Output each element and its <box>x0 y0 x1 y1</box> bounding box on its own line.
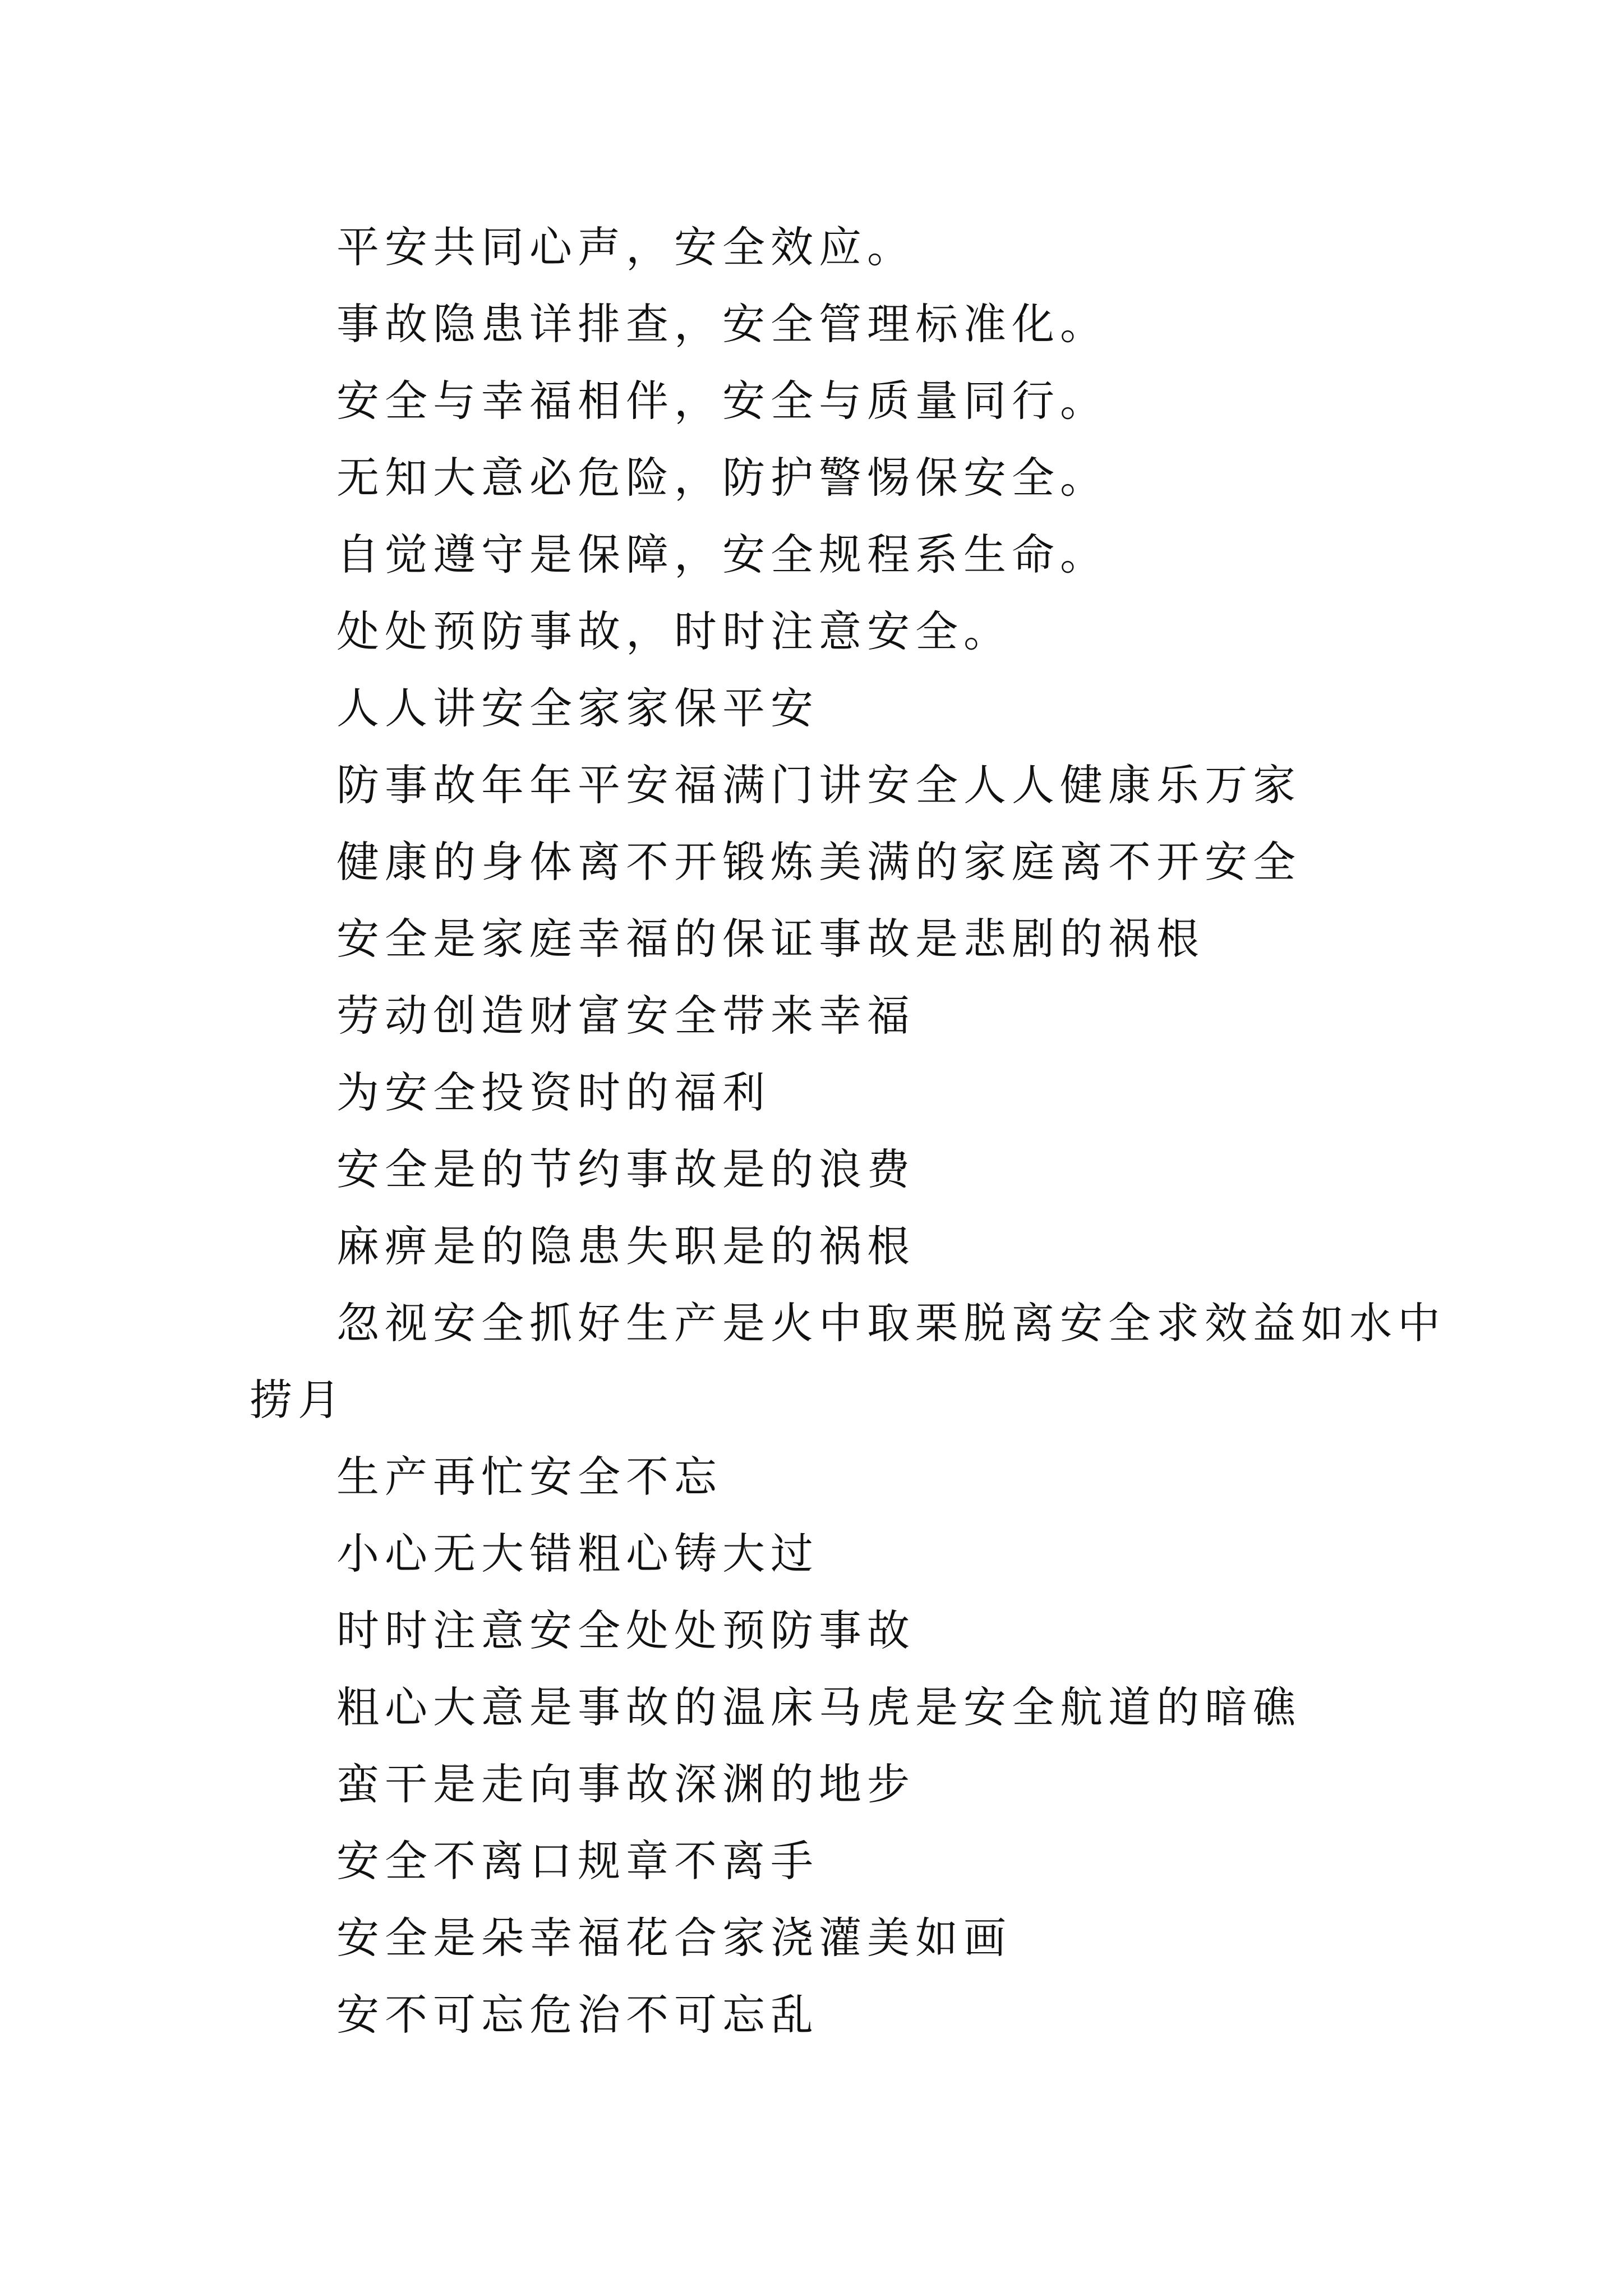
slogan-line: 蛮干是走向事故深渊的地步 <box>336 1759 915 1809</box>
slogan-line: 粗心大意是事故的温床马虎是安全航道的暗礁 <box>336 1682 1301 1732</box>
slogan-line: 健康的身体离不开锻炼美满的家庭离不开安全 <box>336 837 1301 887</box>
slogan-line: 无知大意必危险，防护警惕保安全。 <box>336 453 1108 503</box>
slogan-list <box>250 209 1446 2053</box>
slogan-line: 为安全投资时的福利 <box>336 1068 771 1117</box>
slogan-line: 安全是的节约事故是的浪费 <box>336 1144 915 1194</box>
slogan-line: 安不可忘危治不可忘乱 <box>336 1990 819 2040</box>
slogan-line: 自觉遵守是保障，安全规程系生命。 <box>336 530 1108 579</box>
slogan-line: 人人讲安全家家保平安 <box>336 683 819 733</box>
slogan-line: 安全与幸福相伴，安全与质量同行。 <box>336 376 1108 426</box>
slogan-line: 处处预防事故，时时注意安全。 <box>336 606 1012 656</box>
slogan-line: 安全是家庭幸福的保证事故是悲剧的祸根 <box>336 914 1205 964</box>
slogan-line: 时时注意安全处处预防事故 <box>336 1605 915 1655</box>
slogan-line: 小心无大错粗心铸大过 <box>336 1529 819 1579</box>
slogan-line: 事故隐患详排查，安全管理标准化。 <box>336 299 1108 349</box>
slogan-line: 忽视安全抓好生产是火中取栗脱离安全求效益如水中 <box>336 1298 1446 1348</box>
slogan-line: 安全不离口规章不离手 <box>336 1836 819 1886</box>
slogan-line: 劳动创造财富安全带来幸福 <box>336 991 915 1041</box>
slogan-line: 麻痹是的隐患失职是的祸根 <box>336 1221 915 1271</box>
slogan-line: 生产再忙安全不忘 <box>336 1452 722 1502</box>
slogan-line: 安全是朵幸福花合家浇灌美如画 <box>336 1913 1012 1963</box>
slogan-line: 防事故年年平安福满门讲安全人人健康乐万家 <box>336 760 1301 810</box>
slogan-line: 平安共同心声，安全效应。 <box>336 222 915 272</box>
slogan-line-continuation: 捞月 <box>250 1375 346 1425</box>
